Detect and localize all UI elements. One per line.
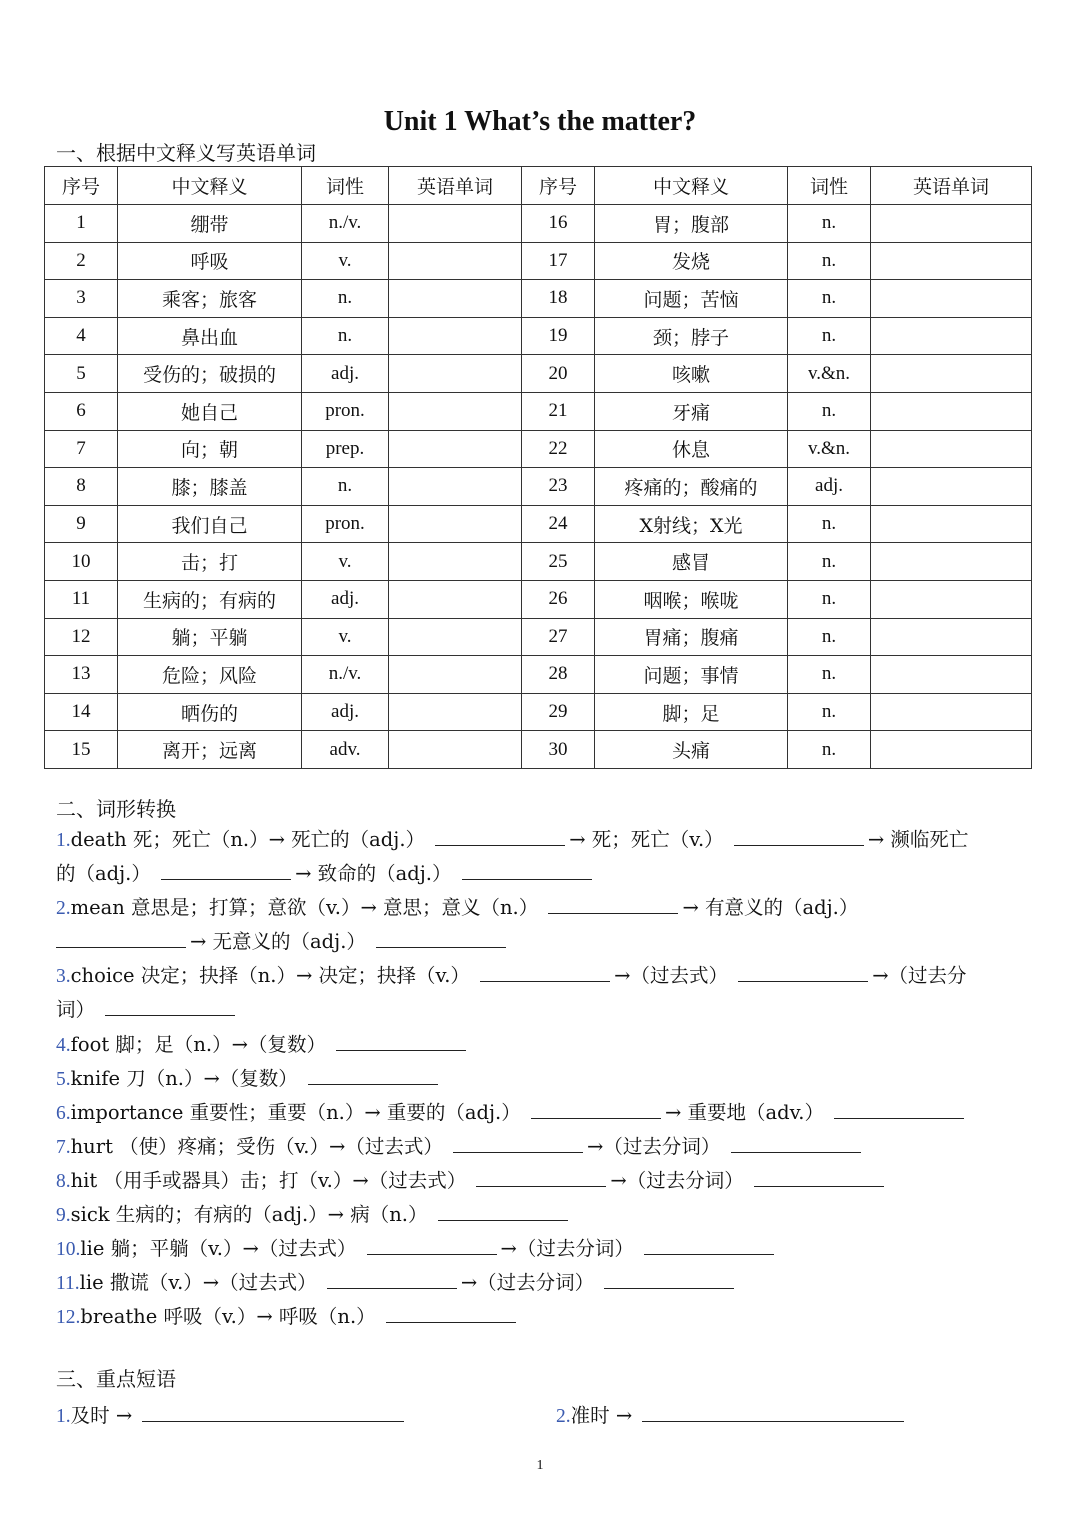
table-row: [45, 543, 1032, 581]
chinese-meaning: 问题；苦恼: [595, 280, 788, 318]
row-number: 22: [522, 430, 595, 468]
table-row: [45, 468, 1032, 506]
english-word-blank[interactable]: [871, 468, 1032, 506]
item-text: → 重要地（adv.）: [664, 1101, 824, 1124]
table-row: [45, 656, 1032, 694]
item-number: 4.: [56, 1035, 71, 1056]
row-number: 18: [522, 280, 595, 318]
row-number: 27: [522, 618, 595, 656]
item-number: 6.: [56, 1103, 71, 1124]
word-form-item-12: [56, 1302, 520, 1331]
col-header-english: 英语单词: [871, 167, 1032, 205]
chinese-meaning: 问题；事情: [595, 656, 788, 694]
item-text: →（过去分词）: [500, 1237, 634, 1260]
row-number: 24: [522, 505, 595, 543]
english-word-blank[interactable]: [389, 543, 522, 581]
english-word-blank[interactable]: [389, 731, 522, 769]
part-of-speech: n.: [788, 618, 871, 656]
answer-blank[interactable]: [462, 859, 592, 880]
word-form-item-7: [56, 1132, 865, 1161]
chinese-meaning: 咽喉；喉咙: [595, 580, 788, 618]
table-row: [45, 392, 1032, 430]
chinese-meaning: 她自己: [118, 392, 302, 430]
row-number: 2: [45, 242, 118, 280]
english-word-blank[interactable]: [389, 656, 522, 694]
page-title: Unit 1 What’s the matter?: [383, 106, 697, 137]
chinese-meaning: 胃痛；腹痛: [595, 618, 788, 656]
chinese-meaning: 颈；脖子: [595, 317, 788, 355]
row-number: 10: [45, 543, 118, 581]
chinese-meaning: 膝；膝盖: [118, 468, 302, 506]
col-header-pos: 词性: [302, 167, 389, 205]
chinese-meaning: 向；朝: [118, 430, 302, 468]
item-text: → 有意义的（adj.）: [682, 896, 859, 919]
english-word-blank[interactable]: [389, 280, 522, 318]
chinese-meaning: 疼痛的；酸痛的: [595, 468, 788, 506]
item-text: hurt （使）疼痛；受伤（v.）→（过去式）: [70, 1135, 443, 1158]
answer-blank[interactable]: [327, 1268, 457, 1289]
table-row: [45, 731, 1032, 769]
table-row: [45, 317, 1032, 355]
phrase-text: 准时 →: [570, 1404, 633, 1427]
part-of-speech: n.: [788, 505, 871, 543]
part-of-speech: n.: [788, 242, 871, 280]
item-number: 9.: [56, 1205, 71, 1226]
word-form-item-3-cont: [56, 995, 239, 1023]
table-row: [45, 280, 1032, 318]
chinese-meaning: 生病的；有病的: [118, 580, 302, 618]
item-number: 12.: [56, 1307, 81, 1328]
col-header-number: 序号: [522, 167, 595, 205]
part-of-speech: n.: [788, 543, 871, 581]
english-word-blank[interactable]: [871, 280, 1032, 318]
chinese-meaning: 离开；远离: [118, 731, 302, 769]
word-form-item-6: [56, 1098, 968, 1127]
english-word-blank[interactable]: [871, 355, 1032, 393]
answer-blank[interactable]: [834, 1098, 964, 1119]
answer-blank[interactable]: [531, 1098, 661, 1119]
part-of-speech: adv.: [302, 731, 389, 769]
answer-blank[interactable]: [438, 1200, 568, 1221]
part-of-speech: n.: [302, 280, 389, 318]
english-word-blank[interactable]: [389, 468, 522, 506]
part-of-speech: v.&n.: [788, 430, 871, 468]
row-number: 29: [522, 693, 595, 731]
answer-blank[interactable]: [142, 1401, 404, 1422]
english-word-blank[interactable]: [389, 242, 522, 280]
answer-blank[interactable]: [105, 995, 235, 1016]
row-number: 3: [45, 280, 118, 318]
chinese-meaning: 头痛: [595, 731, 788, 769]
section1-heading: 一、根据中文释义写英语单词: [56, 141, 316, 165]
answer-blank[interactable]: [56, 927, 186, 948]
chinese-meaning: 受伤的；破损的: [118, 355, 302, 393]
english-word-blank[interactable]: [389, 317, 522, 355]
part-of-speech: v.: [302, 543, 389, 581]
item-number: 5.: [56, 1069, 71, 1090]
part-of-speech: n.: [788, 280, 871, 318]
answer-blank[interactable]: [480, 961, 610, 982]
english-word-blank[interactable]: [871, 656, 1032, 694]
part-of-speech: pron.: [302, 392, 389, 430]
part-of-speech: n.: [788, 693, 871, 731]
chinese-meaning: 脚；足: [595, 693, 788, 731]
english-word-blank[interactable]: [389, 392, 522, 430]
answer-blank[interactable]: [453, 1132, 583, 1153]
chinese-meaning: 躺；平躺: [118, 618, 302, 656]
item-text: mean 意思是；打算；意欲（v.）→ 意思；意义（n.）: [70, 896, 539, 919]
word-form-item-2-cont: [56, 927, 510, 955]
item-text: 词）: [56, 998, 96, 1021]
part-of-speech: adj.: [302, 693, 389, 731]
row-number: 17: [522, 242, 595, 280]
item-text: hit （用手或器具）击；打（v.）→（过去式）: [70, 1169, 467, 1192]
item-text: → 无意义的（adj.）: [190, 930, 366, 953]
row-number: 14: [45, 693, 118, 731]
english-word-blank[interactable]: [871, 543, 1032, 581]
word-form-item-11: [56, 1268, 738, 1297]
english-word-blank[interactable]: [871, 580, 1032, 618]
part-of-speech: v.: [302, 242, 389, 280]
word-form-item-10: [56, 1234, 778, 1263]
item-number: 1.: [56, 1406, 71, 1427]
phrase-text: 及时 →: [70, 1404, 133, 1427]
vocabulary-table: [44, 166, 1032, 769]
part-of-speech: n./v.: [302, 656, 389, 694]
part-of-speech: n./v.: [302, 205, 389, 243]
part-of-speech: adj.: [302, 580, 389, 618]
row-number: 4: [45, 317, 118, 355]
english-word-blank[interactable]: [389, 205, 522, 243]
part-of-speech: n.: [788, 205, 871, 243]
part-of-speech: adj.: [302, 355, 389, 393]
english-word-blank[interactable]: [871, 618, 1032, 656]
english-word-blank[interactable]: [389, 355, 522, 393]
row-number: 25: [522, 543, 595, 581]
chinese-meaning: 击；打: [118, 543, 302, 581]
answer-blank[interactable]: [376, 927, 506, 948]
item-number: 2.: [556, 1406, 571, 1427]
col-header-chinese: 中文释义: [595, 167, 788, 205]
col-header-number: 序号: [45, 167, 118, 205]
part-of-speech: pron.: [302, 505, 389, 543]
item-number: 7.: [56, 1137, 71, 1158]
row-number: 28: [522, 656, 595, 694]
item-text: →（过去式）: [614, 964, 728, 987]
phrase-item-2: [556, 1401, 908, 1430]
item-text: →（过去分词）: [460, 1271, 595, 1294]
chinese-meaning: 我们自己: [118, 505, 302, 543]
answer-blank[interactable]: [642, 1401, 904, 1422]
row-number: 5: [45, 355, 118, 393]
table-row: [45, 355, 1032, 393]
answer-blank[interactable]: [604, 1268, 734, 1289]
table-row: [45, 205, 1032, 243]
chinese-meaning: 感冒: [595, 543, 788, 581]
item-number: 8.: [56, 1171, 71, 1192]
item-text: → 濒临死亡: [867, 828, 969, 851]
item-text: → 死；死亡（v.）: [569, 828, 724, 851]
item-text: foot 脚；足（n.）→（复数）: [70, 1033, 326, 1056]
row-number: 30: [522, 731, 595, 769]
page-number: 1: [536, 1458, 544, 1473]
item-text: 的（adj.）: [56, 862, 151, 885]
english-word-blank[interactable]: [871, 242, 1032, 280]
english-word-blank[interactable]: [871, 430, 1032, 468]
row-number: 23: [522, 468, 595, 506]
row-number: 13: [45, 656, 118, 694]
part-of-speech: adj.: [788, 468, 871, 506]
part-of-speech: n.: [788, 656, 871, 694]
chinese-meaning: 呼吸: [118, 242, 302, 280]
row-number: 11: [45, 580, 118, 618]
word-form-item-5: [56, 1064, 442, 1093]
table-row: [45, 430, 1032, 468]
item-text: sick 生病的；有病的（adj.）→ 病（n.）: [70, 1203, 428, 1226]
row-number: 8: [45, 468, 118, 506]
answer-blank[interactable]: [731, 1132, 861, 1153]
item-text: →（过去分词）: [610, 1169, 744, 1192]
part-of-speech: prep.: [302, 430, 389, 468]
chinese-meaning: 鼻出血: [118, 317, 302, 355]
answer-blank[interactable]: [336, 1030, 466, 1051]
word-form-item-9: [56, 1200, 572, 1229]
chinese-meaning: X射线；X光: [595, 505, 788, 543]
english-word-blank[interactable]: [871, 505, 1032, 543]
answer-blank[interactable]: [644, 1234, 774, 1255]
part-of-speech: n.: [788, 317, 871, 355]
item-number: 2.: [56, 898, 71, 919]
word-form-item-2: [56, 893, 858, 922]
row-number: 26: [522, 580, 595, 618]
english-word-blank[interactable]: [389, 618, 522, 656]
part-of-speech: n.: [788, 580, 871, 618]
answer-blank[interactable]: [738, 961, 868, 982]
english-word-blank[interactable]: [389, 693, 522, 731]
part-of-speech: n.: [788, 392, 871, 430]
item-text: death 死；死亡（n.）→ 死亡的（adj.）: [70, 828, 426, 851]
chinese-meaning: 发烧: [595, 242, 788, 280]
word-form-item-8: [56, 1166, 888, 1195]
row-number: 1: [45, 205, 118, 243]
answer-blank[interactable]: [476, 1166, 606, 1187]
word-form-item-4: [56, 1030, 470, 1059]
english-word-blank[interactable]: [389, 430, 522, 468]
item-text: →（过去分: [872, 964, 967, 987]
phrase-item-1: [56, 1401, 408, 1430]
table-row: [45, 505, 1032, 543]
col-header-english: 英语单词: [389, 167, 522, 205]
item-number: 1.: [56, 830, 71, 851]
item-number: 3.: [56, 966, 71, 987]
item-text: knife 刀（n.）→（复数）: [70, 1067, 298, 1090]
english-word-blank[interactable]: [871, 731, 1032, 769]
answer-blank[interactable]: [308, 1064, 438, 1085]
section2-heading: 二、词形转换: [56, 797, 176, 821]
table-row: [45, 242, 1032, 280]
chinese-meaning: 危险；风险: [118, 656, 302, 694]
item-number: 10.: [56, 1239, 81, 1260]
row-number: 7: [45, 430, 118, 468]
answer-blank[interactable]: [734, 825, 864, 846]
part-of-speech: v.: [302, 618, 389, 656]
english-word-blank[interactable]: [871, 392, 1032, 430]
english-word-blank[interactable]: [871, 693, 1032, 731]
chinese-meaning: 牙痛: [595, 392, 788, 430]
word-form-item-1: [56, 825, 968, 854]
row-number: 21: [522, 392, 595, 430]
chinese-meaning: 咳嗽: [595, 355, 788, 393]
row-number: 19: [522, 317, 595, 355]
answer-blank[interactable]: [386, 1302, 516, 1323]
row-number: 15: [45, 731, 118, 769]
word-form-item-1-cont: [56, 859, 596, 887]
item-text: →（过去分词）: [587, 1135, 721, 1158]
row-number: 6: [45, 392, 118, 430]
table-header-row: [45, 167, 1032, 205]
part-of-speech: n.: [788, 731, 871, 769]
section3-heading: 三、重点短语: [56, 1367, 176, 1391]
item-text: importance 重要性；重要（n.）→ 重要的（adj.）: [70, 1101, 521, 1124]
english-word-blank[interactable]: [871, 205, 1032, 243]
row-number: 20: [522, 355, 595, 393]
table-row: [45, 580, 1032, 618]
table-row: [45, 618, 1032, 656]
item-text: → 致命的（adj.）: [295, 862, 452, 885]
answer-blank[interactable]: [367, 1234, 497, 1255]
part-of-speech: n.: [302, 468, 389, 506]
col-header-chinese: 中文释义: [118, 167, 302, 205]
chinese-meaning: 休息: [595, 430, 788, 468]
word-form-item-3: [56, 961, 967, 990]
chinese-meaning: 绷带: [118, 205, 302, 243]
part-of-speech: v.&n.: [788, 355, 871, 393]
answer-blank[interactable]: [754, 1166, 884, 1187]
answer-blank[interactable]: [435, 825, 565, 846]
part-of-speech: n.: [302, 317, 389, 355]
item-text: lie 躺；平躺（v.）→（过去式）: [80, 1237, 357, 1260]
col-header-pos: 词性: [788, 167, 871, 205]
row-number: 12: [45, 618, 118, 656]
answer-blank[interactable]: [161, 859, 291, 880]
item-number: 11.: [56, 1273, 80, 1294]
item-text: choice 决定；抉择（n.）→ 决定；抉择（v.）: [70, 964, 470, 987]
chinese-meaning: 乘客；旅客: [118, 280, 302, 318]
row-number: 16: [522, 205, 595, 243]
item-text: breathe 呼吸（v.）→ 呼吸（n.）: [80, 1305, 376, 1328]
chinese-meaning: 晒伤的: [118, 693, 302, 731]
item-text: lie 撒谎（v.）→（过去式）: [79, 1271, 317, 1294]
chinese-meaning: 胃；腹部: [595, 205, 788, 243]
english-word-blank[interactable]: [389, 505, 522, 543]
english-word-blank[interactable]: [389, 580, 522, 618]
answer-blank[interactable]: [548, 893, 678, 914]
english-word-blank[interactable]: [871, 317, 1032, 355]
row-number: 9: [45, 505, 118, 543]
table-row: [45, 693, 1032, 731]
